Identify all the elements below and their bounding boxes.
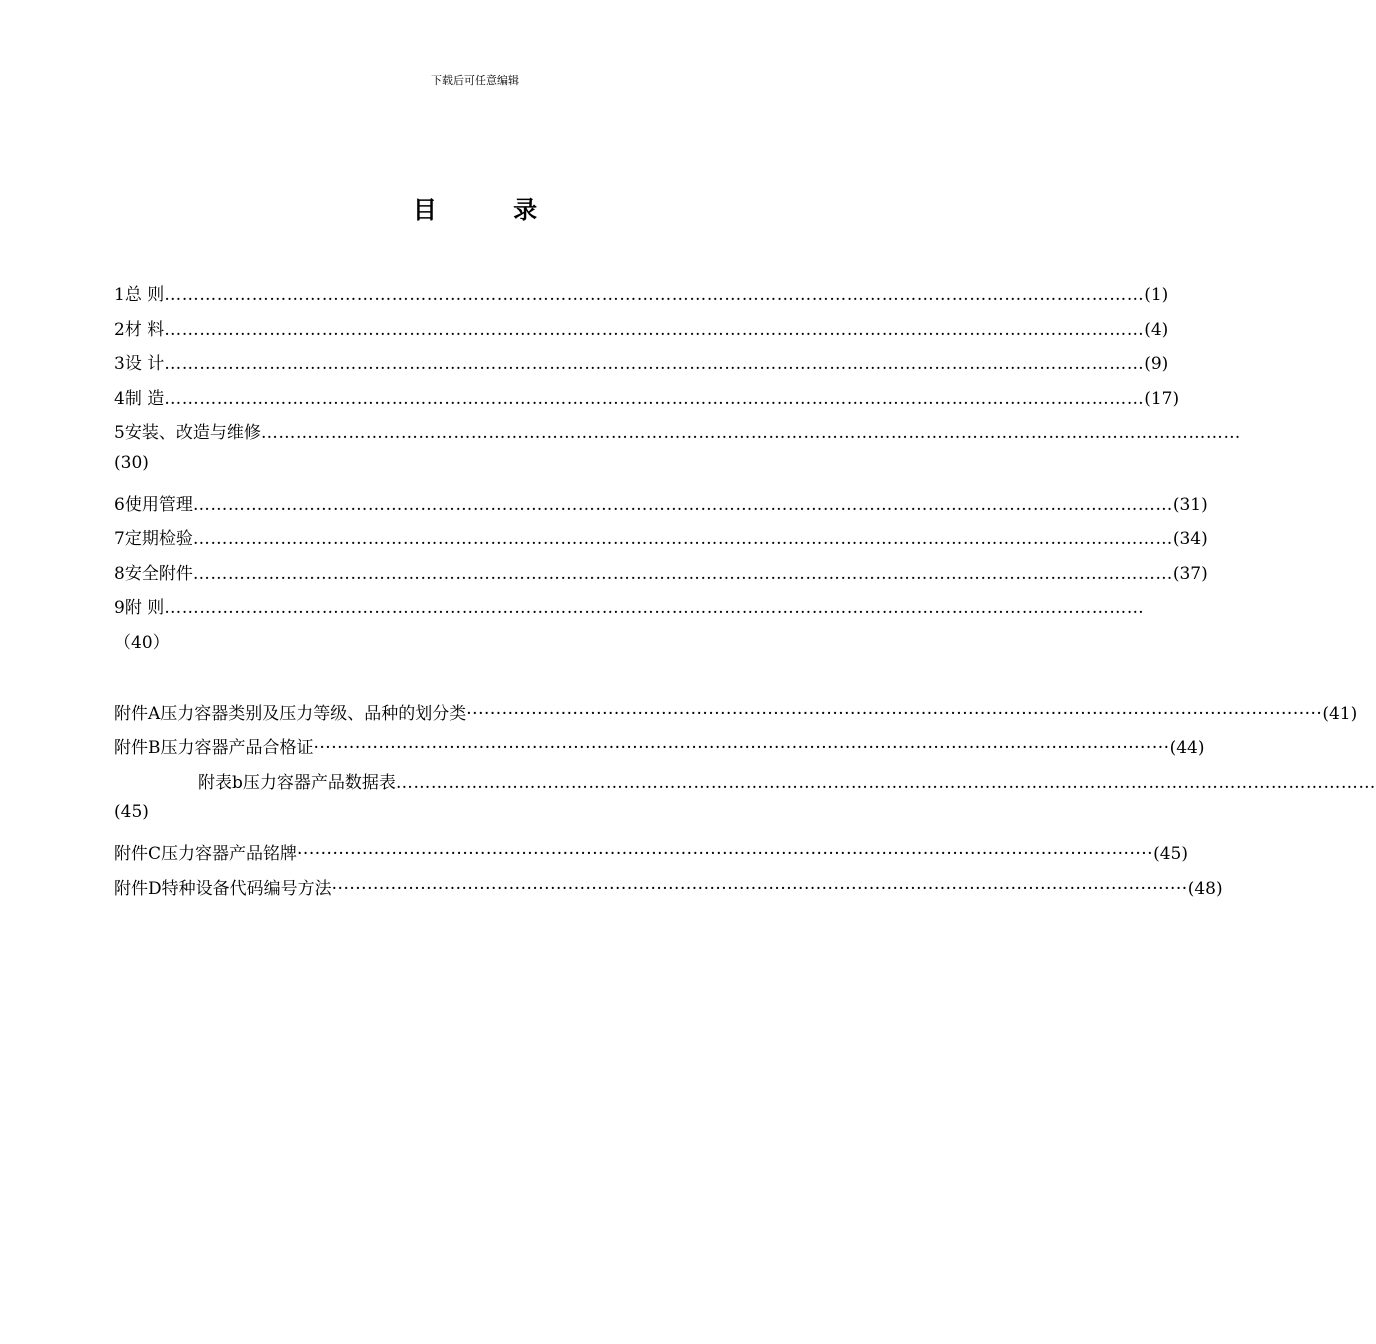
dot-leader: …………………………………………………………………………………………………………………………………………………… [164,285,1145,305]
toc-entry-page: (1) [1144,285,1169,305]
annex-page: (44) [1169,738,1205,758]
toc-entry-label: 材 料 [124,319,165,340]
toc-entry-6[interactable] [114,490,1208,525]
annex-page: (45) [1153,844,1188,864]
toc-entry-number: 1 [114,285,125,305]
toc-entry-label: 附 则 [124,598,165,618]
annex-number: 附件D [114,878,162,899]
section-gap [114,665,836,699]
toc-entry-label: 制 造 [124,388,165,409]
toc-entry-number: 3 [114,354,125,374]
toc-entry-8[interactable] [114,559,1208,594]
dot-leader: ················································································································································· [313,738,1170,758]
toc-entry-label: 定期检验 [124,529,193,549]
annex-label: 附表b压力容器产品数据表 [198,772,396,793]
toc-entry-page: (31) [1172,494,1208,515]
annex-label: 特种设备代码编号方法 [161,878,332,899]
toc-entry-1[interactable] [114,280,1169,315]
dot-leader: …………………………………………………………………………………………………………………………………………………… [192,563,1173,584]
dot-leader: ················································································································································· [466,703,1323,724]
toc-entry-label: 安装、改造与维修 [124,423,261,443]
toc-entry-label: 使用管理 [124,494,193,515]
dot-leader: ················································································································································· [297,844,1154,864]
toc-entry-number: 9 [114,598,125,618]
header-note: 下载后可任意编辑 [431,74,519,87]
toc-entry-page: (34) [1172,529,1208,549]
toc-entry-5[interactable] [114,418,1241,453]
page-title: 目 录 [412,196,572,224]
dot-leader: …………………………………………………………………………………………………………………………………………………… [164,354,1145,374]
annex-number: 附件B [114,738,161,758]
toc-entry-page-wrapped: （40） [114,632,170,653]
toc-entry-page: (9) [1144,354,1169,374]
toc-entry-page: (4) [1144,319,1169,340]
toc-entry-number: 5 [114,423,125,443]
annex-entry-b[interactable] [114,733,1205,768]
toc-entry-number: 8 [114,563,125,584]
toc-entry-9[interactable] [114,593,1145,628]
dot-leader: …………………………………………………………………………………………………………………………………………………… [164,319,1145,340]
annex-label: 压力容器产品合格证 [160,738,314,758]
toc-entry-2[interactable] [114,315,1169,350]
annex-page-wrapped: (45) [114,802,149,822]
annex-entry-d[interactable] [114,874,1223,909]
annex-label: 压力容器类别及压力等级、品种的划分类 [160,703,467,724]
dot-leader: …………………………………………………………………………………………………………………………………………………… [192,494,1173,515]
annex-entry-a[interactable] [114,699,1358,734]
toc-entry-page-wrapped: (30) [114,452,149,473]
annex-page: (48) [1187,878,1223,899]
dot-leader: ················································································································································· [331,878,1188,899]
toc-entry-label: 总 则 [124,285,165,305]
dot-leader: …………………………………………………………………………………………………………………………………………………… [192,529,1173,549]
toc-entry-label: 设 计 [124,354,165,374]
dot-leader: …………………………………………………………………………………………………………………………………………………… [395,772,1376,793]
toc-entry-number: 4 [114,388,125,409]
dot-leader: …………………………………………………………………………………………………………………………………………………… [260,423,1241,443]
annex-label: 压力容器产品铭牌 [161,844,298,864]
toc-entry-4[interactable] [114,384,1180,419]
toc-entry-number: 7 [114,529,125,549]
annex-entry-c[interactable] [114,839,1188,874]
table-of-contents [114,280,1376,908]
annex-number: 附件C [114,844,162,864]
toc-entry-label: 安全附件 [124,563,193,584]
toc-entry-3[interactable] [114,349,1169,384]
annex-number: 附件A [114,703,161,724]
toc-entry-number: 2 [114,319,125,340]
toc-entry-7[interactable] [114,524,1208,559]
toc-entry-page: (37) [1172,563,1208,584]
toc-entry-number: 6 [114,494,125,515]
toc-entry-page: (17) [1144,388,1180,409]
dot-leader: …………………………………………………………………………………………………………………………………………………… [164,598,1145,618]
annex-subentry-b[interactable] [114,768,1376,803]
annex-page: (41) [1322,703,1358,724]
dot-leader: …………………………………………………………………………………………………………………………………………………… [164,388,1145,409]
